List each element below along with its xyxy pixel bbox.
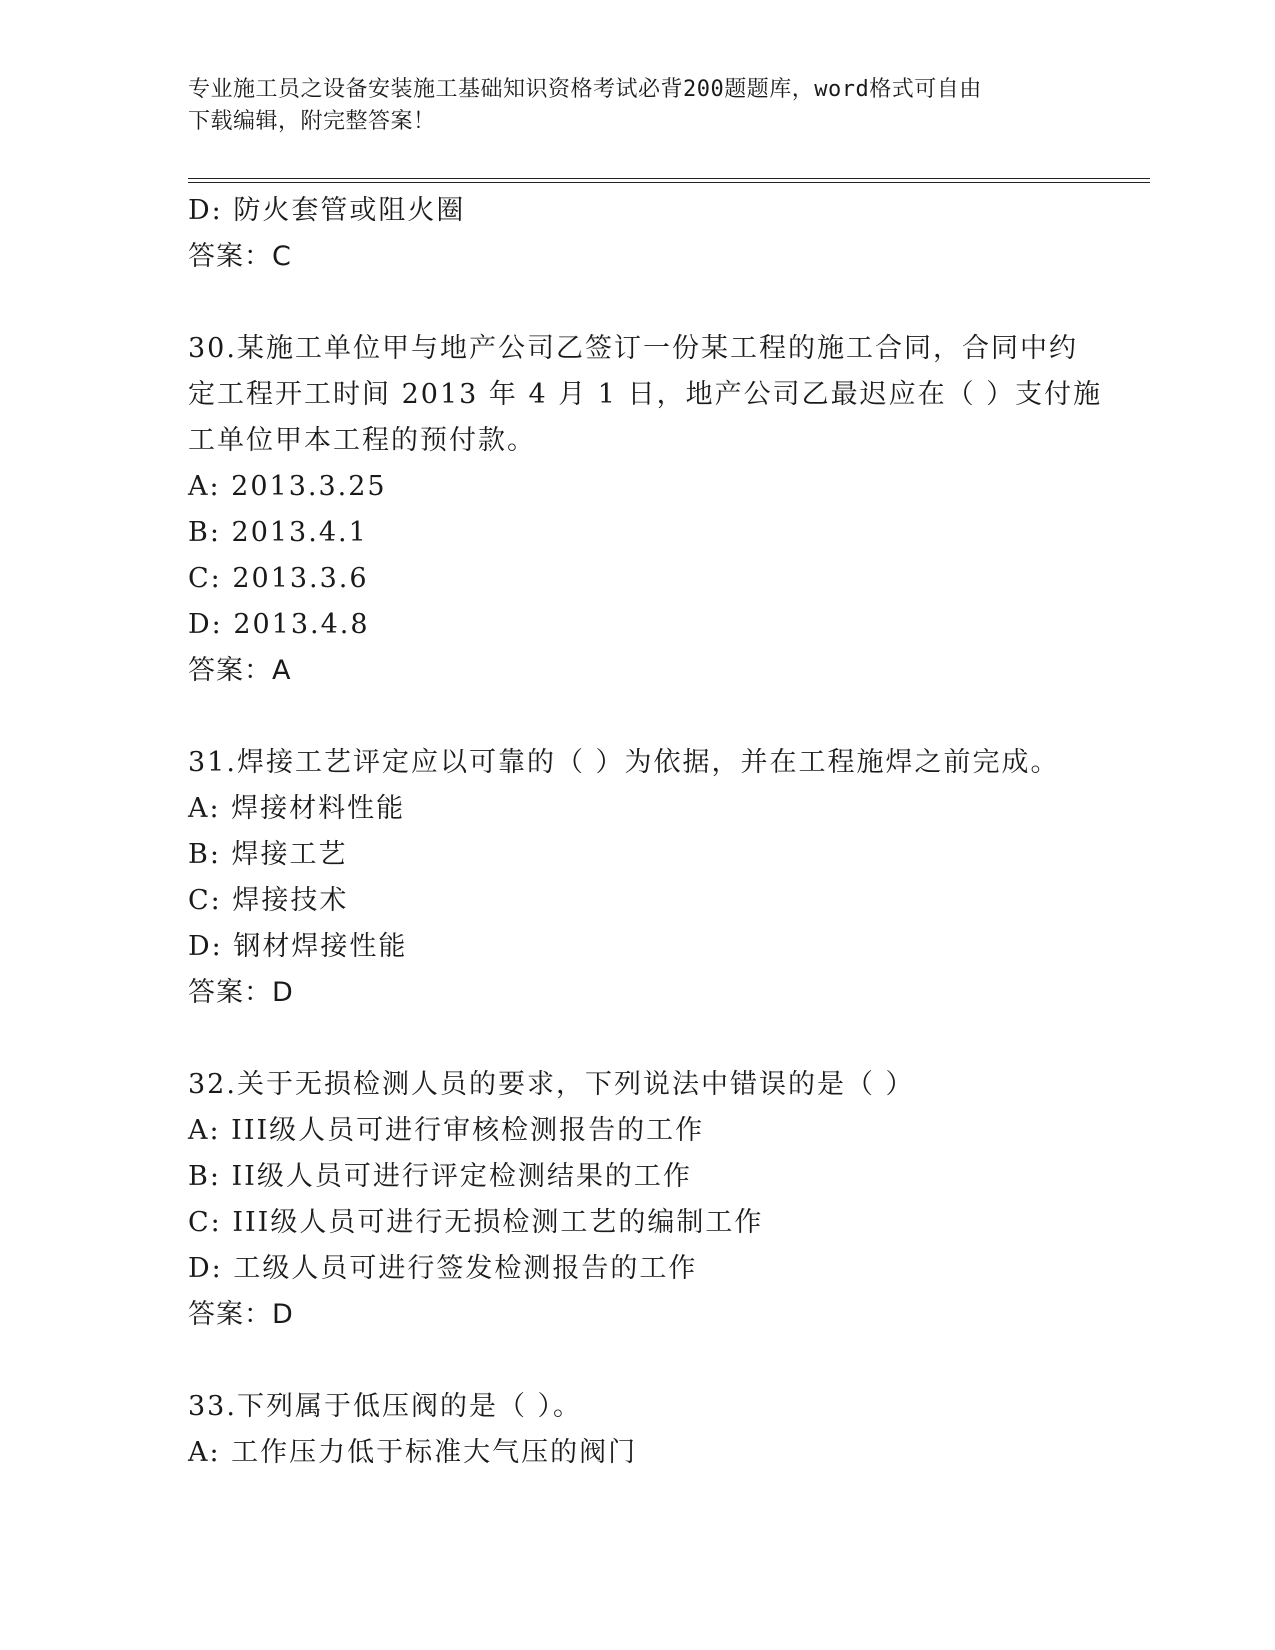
question-stem-line: 定工程开工时间 2013 年 4 月 1 日，地产公司乙最迟应在（ ）支付施 bbox=[188, 379, 1103, 410]
option-a: A: III级人员可进行审核检测报告的工作 bbox=[188, 1115, 705, 1146]
option-b: B: 2013.4.1 bbox=[188, 517, 368, 548]
option-b: B: II级人员可进行评定检测结果的工作 bbox=[188, 1161, 692, 1192]
document-body bbox=[188, 188, 1103, 1476]
answer: 答案：A bbox=[188, 655, 292, 686]
question-stem: 32.关于无损检测人员的要求，下列说法中错误的是（ ） bbox=[188, 1069, 915, 1100]
option-c: C: 2013.3.6 bbox=[188, 563, 369, 594]
header-title-line-1: 专业施工员之设备安装施工基础知识资格考试必背200题题库，word格式可自由 bbox=[188, 77, 982, 102]
question-33 bbox=[188, 1384, 1088, 1476]
question-stem: 31.焊接工艺评定应以可靠的（ ）为依据，并在工程施焊之前完成。 bbox=[188, 747, 1060, 778]
question-30 bbox=[188, 326, 1103, 694]
answer: 答案：D bbox=[188, 977, 294, 1008]
question-stem-line: 工单位甲本工程的预付款。 bbox=[188, 425, 536, 456]
option-a: A: 工作压力低于标准大气压的阀门 bbox=[188, 1437, 638, 1468]
header-title-line-2: 下载编辑，附完整答案！ bbox=[188, 109, 436, 134]
answer: 答案：D bbox=[188, 1299, 294, 1330]
spacer bbox=[188, 280, 1088, 326]
option-d: D: 工级人员可进行签发检测报告的工作 bbox=[188, 1253, 698, 1284]
answer: 答案：C bbox=[188, 241, 292, 272]
spacer bbox=[188, 1016, 1088, 1062]
question-29 bbox=[188, 188, 1088, 280]
option-b: B: 焊接工艺 bbox=[188, 839, 348, 870]
option-a: A: 焊接材料性能 bbox=[188, 793, 406, 824]
spacer bbox=[188, 694, 1088, 740]
spacer bbox=[188, 1338, 1088, 1384]
question-31 bbox=[188, 740, 1088, 1016]
option-a: A: 2013.3.25 bbox=[188, 471, 387, 502]
option-d: D: 2013.4.8 bbox=[188, 609, 370, 640]
question-stem: 33.下列属于低压阀的是（ ）。 bbox=[188, 1391, 583, 1422]
header-divider-bottom bbox=[188, 182, 1150, 183]
question-32 bbox=[188, 1062, 1088, 1338]
question-stem-line: 30.某施工单位甲与地产公司乙签订一份某工程的施工合同，合同中约 bbox=[188, 333, 1078, 364]
option-c: C: III级人员可进行无损检测工艺的编制工作 bbox=[188, 1207, 764, 1238]
option-c: C: 焊接技术 bbox=[188, 885, 349, 916]
option-d: D: 防火套管或阻火圈 bbox=[188, 195, 466, 226]
option-d: D: 钢材焊接性能 bbox=[188, 931, 408, 962]
header-divider-top bbox=[188, 178, 1150, 179]
document-header bbox=[188, 74, 1068, 138]
